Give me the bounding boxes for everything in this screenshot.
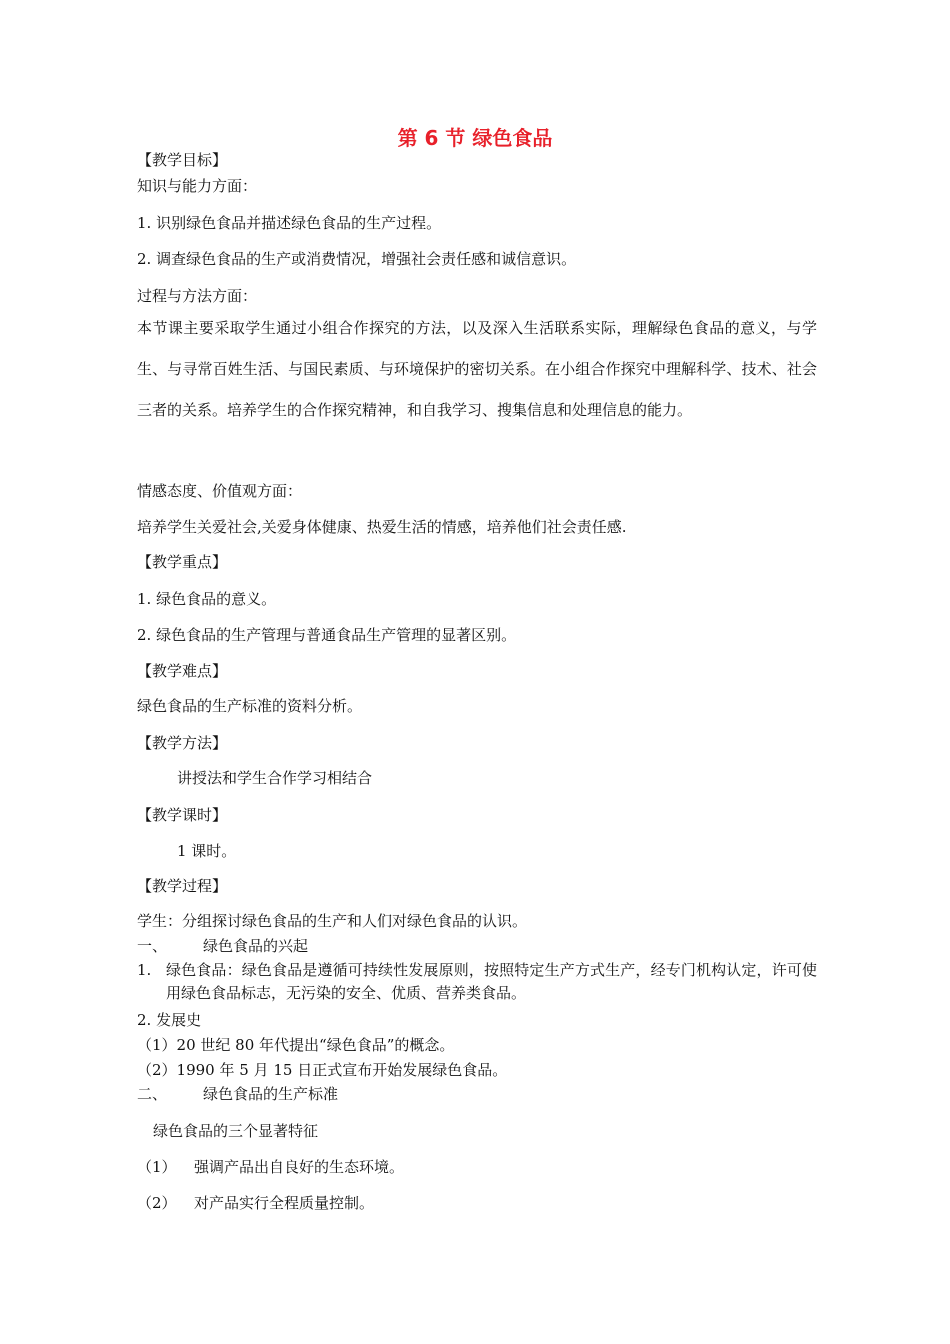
page-title: 第 6 节 绿色食品	[397, 126, 553, 150]
difficulty-header: 【教学难点】	[137, 662, 228, 680]
process-method-text: 本节课主要采取学生通过小组合作探究的方法，以及深入生活联系实际，理解绿色食品的意义，与学生、与寻常百姓生活、与国民素质、与环境保护的密切关系。在小组合作探究中理解科学、技术、社会三者的关系。培养学生的合作探究精神，和自我学习、搜集信息和处理信息的能力。	[137, 319, 817, 419]
definition-text: 绿色食品：绿色食品是遵循可持续性发展原则，按照特定生产方式生产，经专门机构认定，许可使用绿色食品标志，无污染的安全、优质、营养类食品。	[166, 961, 817, 1002]
process-intro: 学生：分组探讨绿色食品的生产和人们对绿色食品的认识。	[137, 912, 528, 930]
difficulty-text: 绿色食品的生产标准的资料分析。	[137, 697, 363, 715]
emotion-text: 培养学生关爱社会,关爱身体健康、热爱生活的情感，培养他们社会责任感.	[137, 518, 627, 536]
process-method-title: 过程与方法方面：	[137, 287, 258, 305]
section-2-number: 二、	[137, 1085, 168, 1103]
history-item-1: （1）20 世纪 80 年代提出“绿色食品”的概念。	[137, 1036, 455, 1054]
section-2-title: 绿色食品的生产标准	[203, 1085, 339, 1103]
definition-item	[137, 959, 817, 1005]
hours-header: 【教学课时】	[137, 806, 228, 824]
hours-text: 1 课时。	[177, 842, 237, 860]
section-1-title: 绿色食品的兴起	[203, 937, 309, 955]
feature-1-number: （1）	[137, 1158, 177, 1176]
feature-1-text: 强调产品出自良好的生态环境。	[194, 1158, 405, 1176]
key-point-1: 1. 绿色食品的意义。	[137, 590, 277, 608]
feature-2-number: （2）	[137, 1194, 177, 1212]
section-1-number: 一、	[137, 937, 168, 955]
feature-2-text: 对产品实行全程质量控制。	[194, 1194, 375, 1212]
method-text: 讲授法和学生合作学习相结合	[177, 769, 373, 787]
history-title: 2. 发展史	[137, 1011, 202, 1029]
emotion-title: 情感态度、价值观方面：	[137, 482, 303, 500]
definition-number: 1.	[137, 961, 152, 979]
process-header: 【教学过程】	[137, 877, 228, 895]
history-item-2: （2）1990 年 5 月 15 日正式宣布开始发展绿色食品。	[137, 1061, 508, 1079]
method-header: 【教学方法】	[137, 734, 228, 752]
key-point-2: 2. 绿色食品的生产管理与普通食品生产管理的显著区别。	[137, 626, 517, 644]
features-title: 绿色食品的三个显著特征	[153, 1122, 319, 1140]
objectives-header: 【教学目标】	[137, 151, 228, 169]
knowledge-item-1: 1. 识别绿色食品并描述绿色食品的生产过程。	[137, 214, 442, 232]
knowledge-title: 知识与能力方面：	[137, 177, 258, 195]
knowledge-item-2: 2. 调查绿色食品的生产或消费情况，增强社会责任感和诚信意识。	[137, 250, 577, 268]
key-points-header: 【教学重点】	[137, 553, 228, 571]
